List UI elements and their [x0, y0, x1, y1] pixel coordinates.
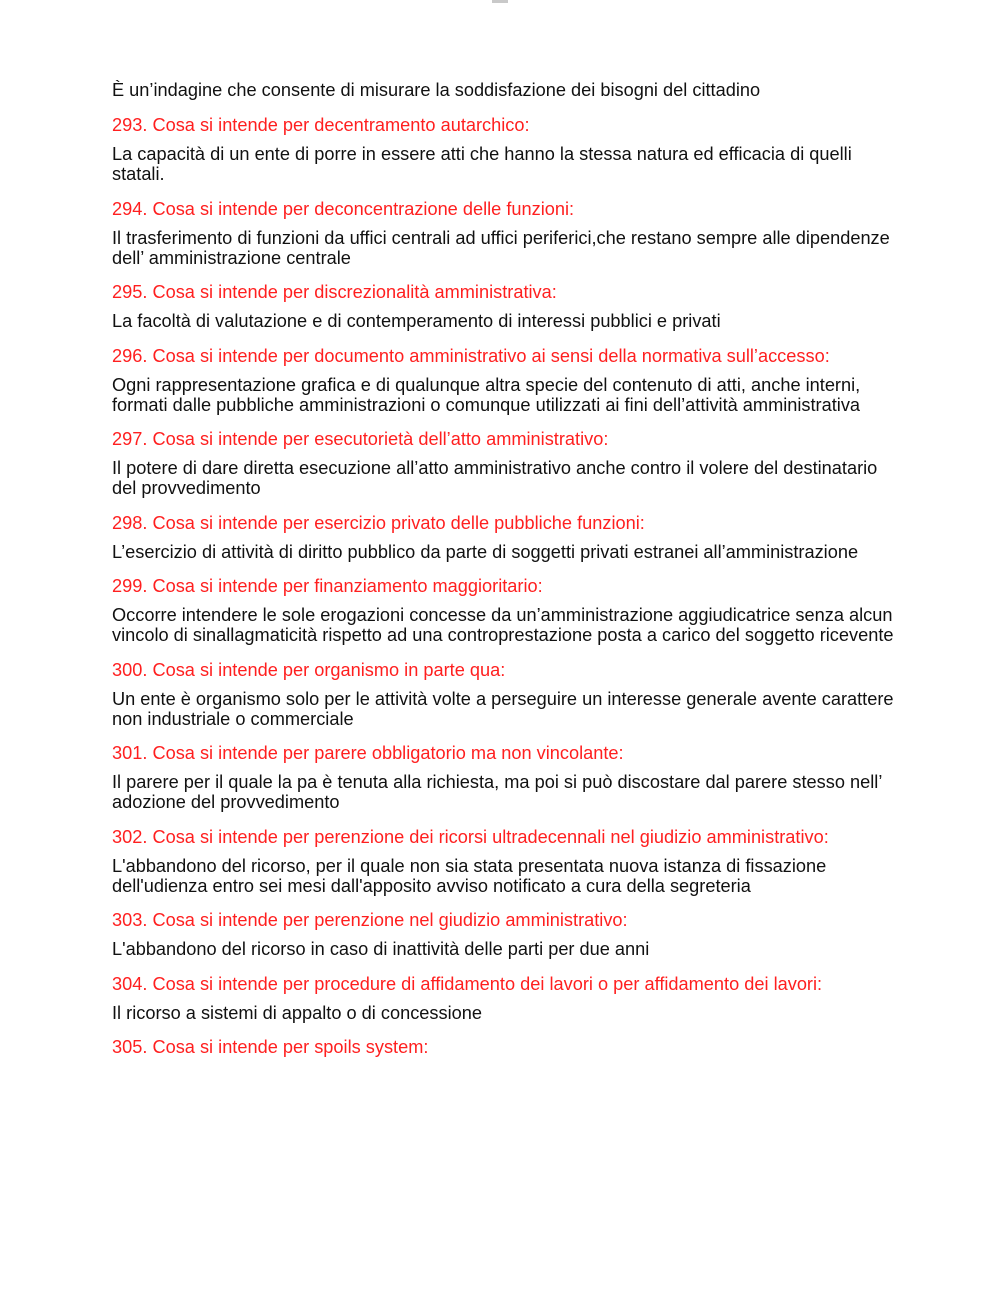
answer-302: L'abbandono del ricorso, per il quale non sia stata presentata nuova istanza di fissazione dell'udienza entro sei mesi dall'apposito avviso notificato a cura della segreteria [112, 855, 827, 896]
qa-item-305 [112, 1037, 902, 1057]
qa-item-303 [112, 910, 902, 959]
question-299: 299. Cosa si intende per finanziamento maggioritario: [112, 576, 543, 596]
question-296: 296. Cosa si intende per documento amministrativo ai sensi della normativa sull’accesso: [112, 345, 830, 366]
answer-299: Occorre intendere le sole erogazioni concesse da un’amministrazione aggiudicatrice senza alcun vincolo di sinallagmaticità rispetto ad una controprestazione posta a carico del soggetto ricevente [112, 605, 894, 645]
answer-297: Il potere di dare diretta esecuzione all’atto amministrativo anche contro il volere del destinatario del provvedimento [112, 458, 878, 498]
qa-item-294 [112, 199, 902, 268]
question-300: 300. Cosa si intende per organismo in parte qua: [112, 659, 506, 680]
qa-item-298 [112, 513, 902, 562]
question-304: 304. Cosa si intende per procedure di affidamento dei lavori o per affidamento dei lavori: [112, 973, 823, 994]
question-298: 298. Cosa si intende per esercizio privato delle pubbliche funzioni: [112, 512, 645, 533]
qa-item-299 [112, 576, 902, 645]
qa-item-304 [112, 974, 902, 1023]
qa-item-293 [112, 115, 902, 184]
qa-item-302 [112, 827, 902, 896]
question-303: 303. Cosa si intende per perenzione nel giudizio amministrativo: [112, 910, 628, 930]
question-305: 305. Cosa si intende per spoils system: [112, 1037, 429, 1057]
question-297: 297. Cosa si intende per esecutorietà dell’atto amministrativo: [112, 429, 609, 449]
page-header-mark [492, 0, 508, 3]
answer-303: L'abbandono del ricorso in caso di inattività delle parti per due anni [112, 939, 650, 959]
document-content [112, 80, 902, 1066]
question-302: 302. Cosa si intende per perenzione dei ricorsi ultradecennali nel giudizio amministrativo: [112, 826, 829, 847]
answer-295: La facoltà di valutazione e di contemperamento di interessi pubblici e privati [112, 311, 721, 331]
qa-item-295 [112, 282, 902, 331]
answer-296: Ogni rappresentazione grafica e di qualunque altra specie del contenuto di atti, anche interni, formati dalle pubbliche amministrazioni o comunque utilizzati ai fini dell’attività amministrativa [112, 374, 861, 415]
answer-294: Il trasferimento di funzioni da uffici centrali ad uffici periferici,che restano sempre alle dipendenze dell’ amministrazione centrale [112, 227, 890, 268]
question-301: 301. Cosa si intende per parere obbligatorio ma non vincolante: [112, 743, 624, 763]
intro-answer: È un’indagine che consente di misurare la soddisfazione dei bisogni del cittadino [112, 80, 761, 100]
question-294: 294. Cosa si intende per deconcentrazione delle funzioni: [112, 198, 575, 219]
answer-304: Il ricorso a sistemi di appalto o di concessione [112, 1002, 482, 1023]
answer-298: L’esercizio di attività di diritto pubblico da parte di soggetti privati estranei all’amministrazione [112, 541, 859, 562]
qa-item-296 [112, 346, 902, 415]
answer-300: Un ente è organismo solo per le attività volte a perseguire un interesse generale avente carattere non industriale o commerciale [112, 688, 894, 729]
answer-293: La capacità di un ente di porre in essere atti che hanno la stessa natura ed efficacia di quelli statali. [112, 144, 852, 184]
question-293: 293. Cosa si intende per decentramento autarchico: [112, 115, 530, 135]
qa-item-297 [112, 429, 902, 498]
answer-301: Il parere per il quale la pa è tenuta alla richiesta, ma poi si può discostare dal parere stesso nell’ adozione del provvedimento [112, 772, 882, 812]
qa-item-300 [112, 660, 902, 729]
qa-item-301 [112, 743, 902, 812]
question-295: 295. Cosa si intende per discrezionalità amministrativa: [112, 282, 557, 302]
